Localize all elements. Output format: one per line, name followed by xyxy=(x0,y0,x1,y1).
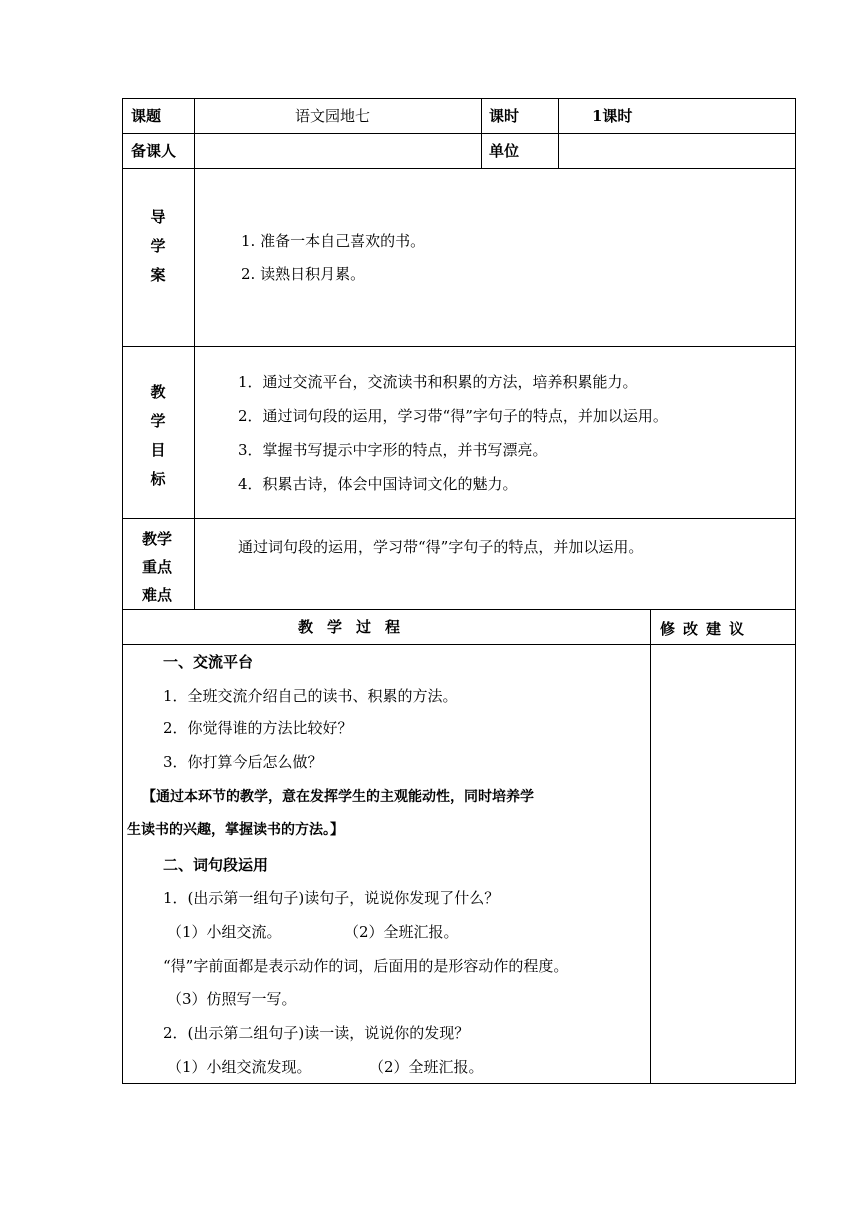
keypoints-label-line: 难点 xyxy=(142,586,173,604)
table-border-top xyxy=(122,98,796,99)
topic-value: 语文园地七 xyxy=(295,107,371,125)
preparer-label: 备课人 xyxy=(131,142,177,160)
keypoints-label-line: 教学 xyxy=(142,530,173,548)
process-line: 2．(出示第二组句子)读一读，说说你的发现？ xyxy=(163,1024,470,1042)
table-border-right xyxy=(795,98,796,1084)
guide-label-char: 导 xyxy=(150,208,166,226)
header-column-divider xyxy=(481,98,482,169)
unit-label: 单位 xyxy=(489,142,520,160)
period-label: 课时 xyxy=(489,107,520,125)
keypoints-label-line: 重点 xyxy=(142,558,173,576)
objective-item: 1．通过交流平台，交流读书和积累的方法，培养积累能力。 xyxy=(238,373,638,391)
guide-label xyxy=(148,203,168,290)
label-column-divider xyxy=(194,98,195,610)
row-divider xyxy=(122,168,796,169)
keypoints-text: 通过词句段的运用，学习带“得”字句子的特点，并加以运用。 xyxy=(238,538,644,556)
objectives-label-char: 学 xyxy=(150,412,166,430)
process-line: 3．你打算今后怎么做？ xyxy=(163,753,323,771)
teaching-note: 【通过本环节的教学，意在发挥学生的主观能动性，同时培养学 xyxy=(142,789,534,805)
objective-item: 3．掌握书写提示中字形的特点，并书写漂亮。 xyxy=(238,441,548,459)
guide-label-char: 案 xyxy=(150,266,166,284)
process-heading: 教学过程 xyxy=(298,618,415,636)
process-line: 2．你觉得谁的方法比较好？ xyxy=(163,719,353,737)
row-divider xyxy=(122,609,796,610)
guide-label-char: 学 xyxy=(150,237,166,255)
objectives-label-char: 标 xyxy=(150,470,166,488)
objectives-label-char: 目 xyxy=(150,441,166,459)
header-column-divider xyxy=(558,98,559,169)
section-heading: 一、交流平台 xyxy=(163,653,254,671)
row-divider xyxy=(122,518,796,519)
process-line: （2）全班汇报。 xyxy=(344,923,459,941)
row-divider xyxy=(122,133,796,134)
objective-item: 4．积累古诗，体会中国诗词文化的魅力。 xyxy=(238,475,518,493)
guide-item: 2. 读熟日积月累。 xyxy=(241,265,366,283)
period-value: 1课时 xyxy=(592,107,633,125)
objectives-label xyxy=(148,378,168,494)
topic-label: 课题 xyxy=(131,107,162,125)
table-border-bottom xyxy=(122,1083,796,1084)
row-divider xyxy=(122,644,796,645)
process-line: （1）小组交流发现。 xyxy=(167,1058,312,1076)
process-line: 1．全班交流介绍自己的读书、积累的方法。 xyxy=(163,687,458,705)
suggest-heading: 修改建议 xyxy=(660,620,753,638)
process-line: （1）小组交流。 xyxy=(167,923,282,941)
process-line: 1．(出示第一组句子)读句子，说说你发现了什么？ xyxy=(163,889,500,907)
table-border-left xyxy=(122,98,123,1084)
guide-item: 1. 准备一本自己喜欢的书。 xyxy=(241,232,426,250)
process-column-divider xyxy=(650,609,651,1084)
objective-item: 2．通过词句段的运用，学习带“得”字句子的特点，并加以运用。 xyxy=(238,407,668,425)
section-heading: 二、词句段运用 xyxy=(163,856,269,874)
process-line: （2）全班汇报。 xyxy=(369,1058,484,1076)
process-line: （3）仿照写一写。 xyxy=(167,990,297,1008)
teaching-note: 生读书的兴趣，掌握读书的方法。】 xyxy=(127,822,344,838)
process-line: “得”字前面都是表示动作的词，后面用的是形容动作的程度。 xyxy=(163,957,569,975)
row-divider xyxy=(122,346,796,347)
objectives-label-char: 教 xyxy=(150,383,166,401)
